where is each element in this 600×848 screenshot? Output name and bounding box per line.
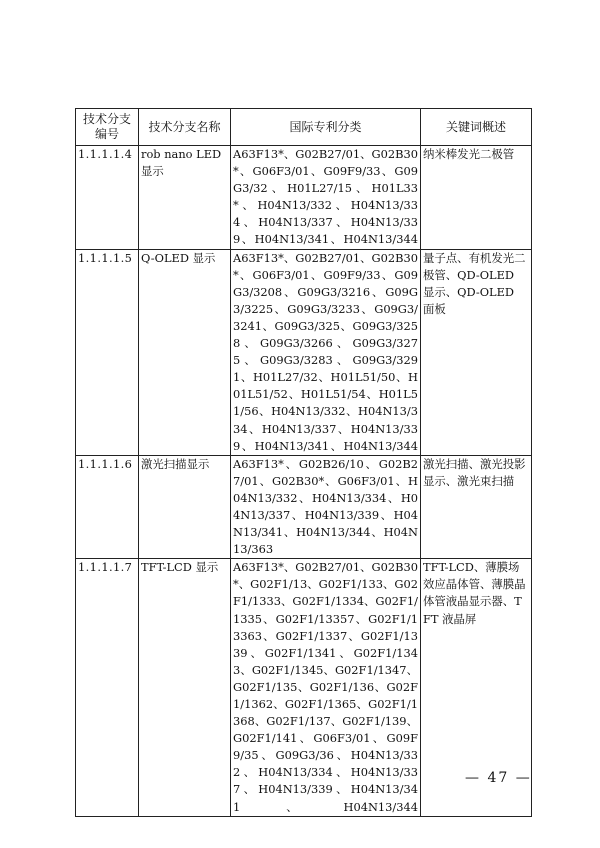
table-row xyxy=(76,559,532,816)
branch-name-cell: rob nano LED 显示 xyxy=(139,146,231,250)
header-ipc: 国际专利分类 xyxy=(231,109,421,146)
ipc-cell: A63F13*、G02B26/10、G02B27/01、G02B30*、G06F3/01、H04N13/332、H04N13/334、H04N13/337、H04N13/339、H04N13/341、H04N13/344、H04N13/363 xyxy=(231,455,421,559)
ipc-cell: A63F13*、G02B27/01、G02B30*、G06F3/01、G09F9/33、G09G3/3208、G09G3/3216、G09G3/3225、G09G3/3233、G09G3/3241、G09G3/325、G09G3/3258、G09G3/3266、G09G3/3275、G09G3/3283、G09G3/3291、H01L27/32、H01L51/50、H01L51/52、H01L51/54、H01L51/56、H04N13/332、H04N13/334、H04N13/337、H04N13/339、H04N13/341、H04N13/344 xyxy=(231,249,421,455)
table-row xyxy=(76,455,532,559)
keywords-cell: TFT-LCD、薄膜场效应晶体管、薄膜晶体管液晶显示器、TFT 液晶屏 xyxy=(421,559,532,816)
patent-classification-table xyxy=(75,108,532,817)
keywords-cell: 激光扫描、激光投影显示、激光束扫描 xyxy=(421,455,532,559)
header-branch-name: 技术分支名称 xyxy=(139,109,231,146)
table-row xyxy=(76,146,532,250)
patent-classification-table-container xyxy=(75,108,532,817)
branch-name-cell: Q-OLED 显示 xyxy=(139,249,231,455)
branch-code-cell: 1.1.1.1.7 xyxy=(76,559,139,816)
header-keywords: 关键词概述 xyxy=(421,109,532,146)
ipc-cell: A63F13*、G02B27/01、G02B30*、G02F1/13、G02F1/133、G02F1/1333、G02F1/1334、G02F1/1335、G02F1/13357、G02F1/13363、G02F1/1337、G02F1/1339、G02F1/1341、G02F1/1343、G02F1/1345、G02F1/1347、G02F1/135、G02F1/136、G02F1/1362、G02F1/1365、G02F1/1368、G02F1/137、G02F1/139、G02F1/141、G06F3/01、G09F9/35、G09G3/36、H04N13/332、H04N13/334、H04N13/337、H04N13/339、H04N13/341、H04N13/344 xyxy=(231,559,421,816)
branch-code-cell: 1.1.1.1.6 xyxy=(76,455,139,559)
ipc-cell: A63F13*、G02B27/01、G02B30*、G06F3/01、G09F9/33、G09G3/32、H01L27/15、H01L33*、H04N13/332、H04N13/334、H04N13/337、H04N13/339、H04N13/341、H04N13/344 xyxy=(231,146,421,250)
keywords-cell: 量子点、有机发光二极管、QD-OLED 显示、QD-OLED 面板 xyxy=(421,249,532,455)
table-header-row xyxy=(76,109,532,146)
page-number: — 47 — xyxy=(465,770,532,786)
keywords-cell: 纳米棒发光二极管 xyxy=(421,146,532,250)
branch-code-cell: 1.1.1.1.5 xyxy=(76,249,139,455)
branch-code-cell: 1.1.1.1.4 xyxy=(76,146,139,250)
branch-name-cell: TFT-LCD 显示 xyxy=(139,559,231,816)
branch-name-cell: 激光扫描显示 xyxy=(139,455,231,559)
header-branch-code: 技术分支编号 xyxy=(76,109,139,146)
table-row xyxy=(76,249,532,455)
